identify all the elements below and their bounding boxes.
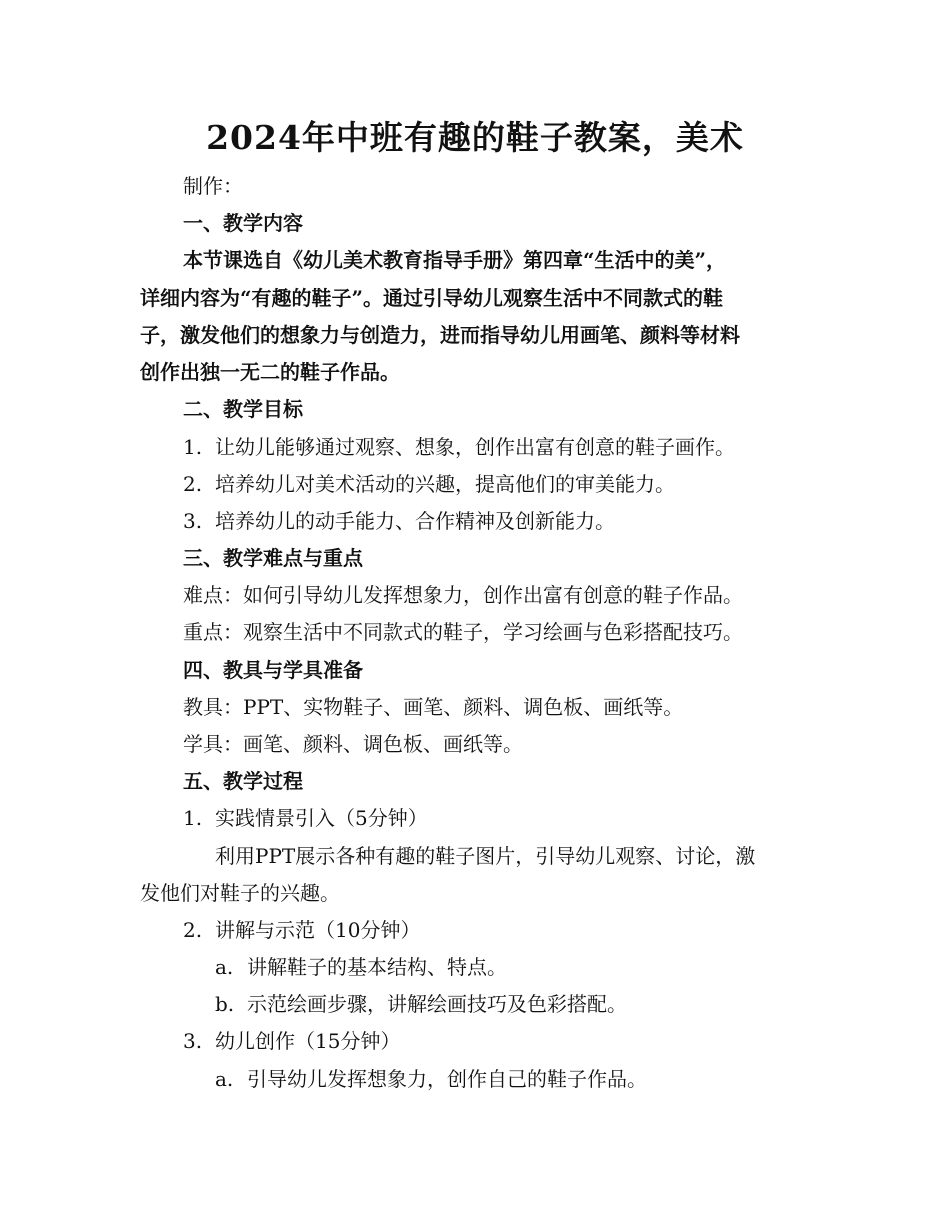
section-heading-content: 一、教学内容 <box>183 211 303 235</box>
step-text: 实践情景引入（5分钟） <box>215 806 428 830</box>
objective-text: 让幼儿能够通过观察、想象，创作出富有创意的鞋子画作。 <box>215 435 735 459</box>
objective-number: 1. <box>183 435 203 459</box>
focus-text: 重点：观察生活中不同款式的鞋子，学习绘画与色彩搭配技巧。 <box>183 620 743 644</box>
objective-text: 培养幼儿对美术活动的兴趣，提高他们的审美能力。 <box>215 472 675 496</box>
sub-step-text: 引导幼儿发挥想象力，创作自己的鞋子作品。 <box>247 1067 647 1091</box>
section-heading-process: 五、教学过程 <box>183 769 303 793</box>
objective-number: 2. <box>183 472 203 496</box>
process-step <box>183 804 428 832</box>
objective-item <box>183 507 615 535</box>
sub-step-text: 示范绘画步骤，讲解绘画技巧及色彩搭配。 <box>247 992 627 1016</box>
step-paragraph-line: 发他们对鞋子的兴趣。 <box>140 881 340 905</box>
sub-step-text: 讲解鞋子的基本结构、特点。 <box>247 955 507 979</box>
step-number: 1. <box>183 806 203 830</box>
content-paragraph-line: 详细内容为“有趣的鞋子”。通过引导幼儿观察生活中不同款式的鞋 <box>140 286 724 310</box>
objective-item <box>183 470 675 498</box>
document-title: 2024年中班有趣的鞋子教案，美术 <box>206 118 744 157</box>
sub-step <box>215 990 627 1018</box>
sub-step <box>215 1065 647 1093</box>
objective-item <box>183 433 735 461</box>
sub-step-label: b. <box>215 992 235 1016</box>
content-paragraph-line: 本节课选自《幼儿美术教育指导手册》第四章“生活中的美”， <box>183 248 727 272</box>
content-paragraph-line: 子，激发他们的想象力与创造力，进而指导幼儿用画笔、颜料等材料 <box>140 323 740 347</box>
content-paragraph-line: 创作出独一无二的鞋子作品。 <box>140 360 400 384</box>
author-label: 制作： <box>183 174 243 198</box>
step-number: 3. <box>183 1029 203 1053</box>
process-step <box>183 1027 400 1055</box>
step-paragraph-line: 利用PPT展示各种有趣的鞋子图片，引导幼儿观察、讨论，激 <box>215 844 756 868</box>
step-text: 讲解与示范（10分钟） <box>215 918 421 942</box>
difficulty-text: 难点：如何引导幼儿发挥想象力，创作出富有创意的鞋子作品。 <box>183 583 743 607</box>
section-heading-materials: 四、教具与学具准备 <box>183 658 363 682</box>
learning-aids-text: 学具：画笔、颜料、调色板、画纸等。 <box>183 732 523 756</box>
teaching-aids-text: 教具：PPT、实物鞋子、画笔、颜料、调色板、画纸等。 <box>183 695 684 719</box>
process-step <box>183 916 420 944</box>
step-number: 2. <box>183 918 203 942</box>
sub-step <box>215 953 507 981</box>
section-heading-objectives: 二、教学目标 <box>183 397 303 421</box>
sub-step-label: a. <box>215 955 234 979</box>
objective-number: 3. <box>183 509 203 533</box>
objective-text: 培养幼儿的动手能力、合作精神及创新能力。 <box>215 509 615 533</box>
sub-step-label: a. <box>215 1067 234 1091</box>
step-text: 幼儿创作（15分钟） <box>215 1029 401 1053</box>
section-heading-key-points: 三、教学难点与重点 <box>183 546 363 570</box>
